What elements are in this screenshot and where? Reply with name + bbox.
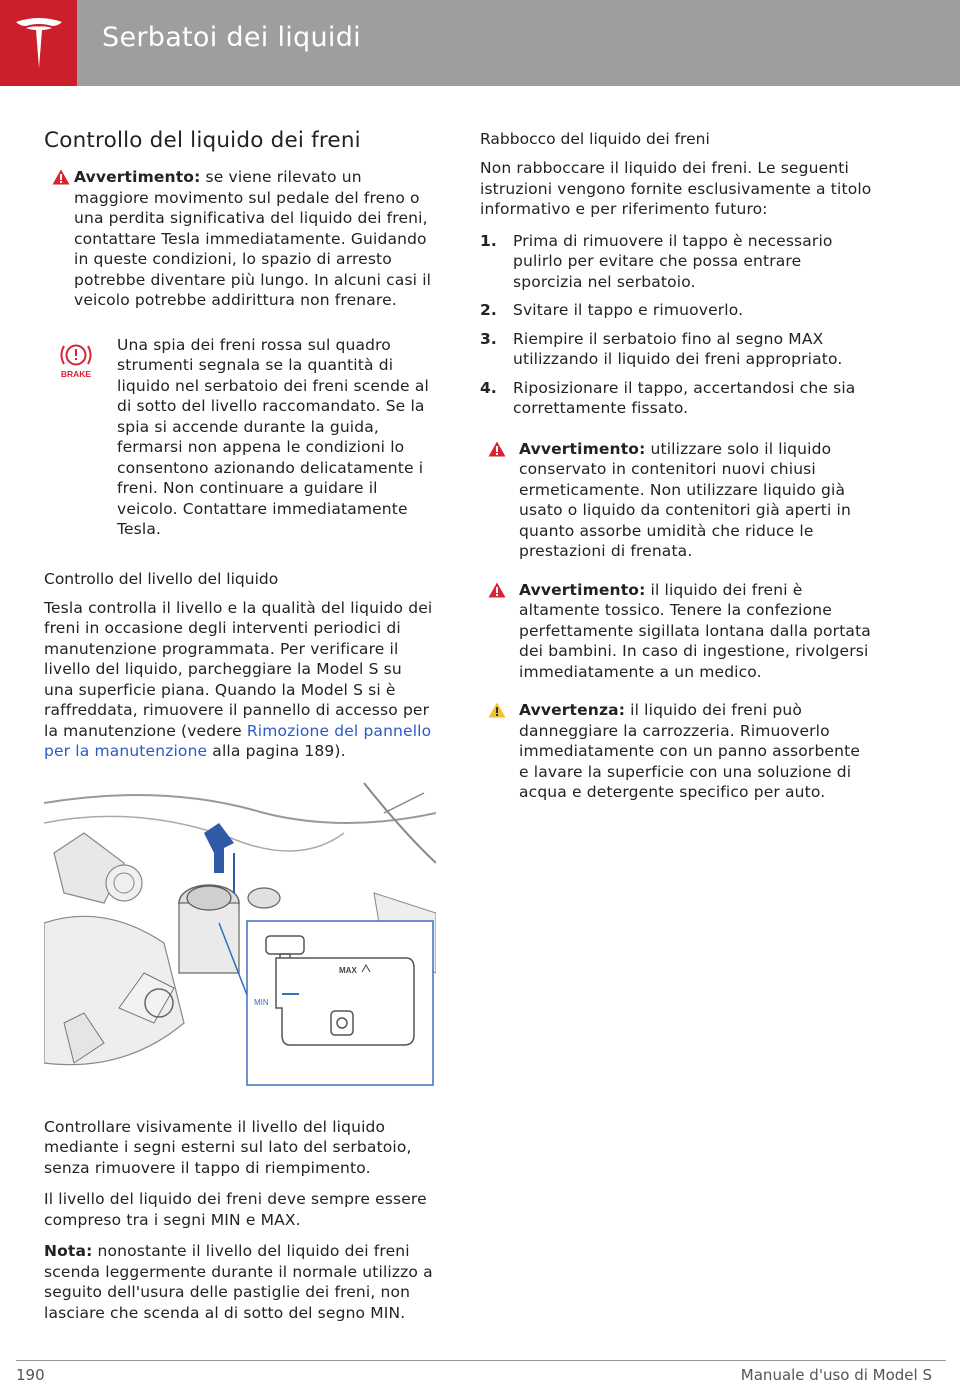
brake-note-text: Una spia dei freni rossa sul quadro strumenti segnala se la quantità di liquido nel serbatoio dei freni scende al di sotto del livello raccomandato. Se la spia si accende durante la guida, fermarsi non appena le condizioni lo consentono azionando delicatamente i freni. Non continuare a guidare il veicolo. Contattare immediatamente Tesla. (117, 335, 429, 538)
tesla-logo-icon (14, 16, 64, 70)
left-column (44, 128, 436, 1334)
min-max-paragraph: Il livello del liquido dei freni deve sempre essere compreso tra i segni MIN e MAX. (44, 1190, 427, 1229)
warning-block: Avvertimento: utilizzare solo il liquido conservato in contenitori nuovi chiusi ermeticamente. Non utilizzare liquido già usato o liquido da contenitori già aperti in quanto assorbe umidità che riduce le prestazioni di frenata. (480, 439, 872, 562)
tesla-logo (0, 0, 77, 86)
fluid-level-paragraph: Tesla controlla il livello e la qualità del liquido dei freni in occasione degli interventi periodici di manutenzione programmata. Per verificare il livello del liquido, parcheggiare la Model S su una superficie piana. Quando la Model S si è raffreddata, rimuovere il pannello di accesso per la manutenzione (vedere Rimozione del pannello per la manutenzione alla pagina 189). (44, 598, 433, 760)
max-mark-label: MAX (339, 965, 357, 975)
service-panel-link[interactable]: Rimozione del pannello per la manutenzione (44, 721, 432, 760)
brake-fluid-check-heading: Controllo del liquido dei freni (44, 128, 361, 153)
manual-title: Manuale d'uso di Model S (740, 1366, 932, 1384)
warning-text: se viene rilevato un maggiore movimento sul pedale del freno o una perdita significativa del liquido dei freni, contattare Tesla immediatamente. Guidando in queste condizioni, lo spazio di arresto potrebbe diventare più lungo. In alcuni casi il veicolo potrebbe addirittura non frenare. (74, 168, 432, 309)
note-label: Nota: (44, 1242, 93, 1260)
section-title: Serbatoi dei liquidi (102, 22, 361, 53)
warning-block: Avvertimento: il liquido dei freni è altamente tossico. Tenere la confezione perfettamente sigillata lontana dalla portata dei bambini. In caso di ingestione, rivolgersi immediatamente a un medico. (480, 580, 872, 683)
page-number: 190 (16, 1366, 45, 1384)
caution-triangle-icon (488, 702, 506, 718)
warning-label: Avvertimento: (74, 168, 201, 186)
brake-warning-icon (56, 341, 96, 385)
min-mark-label: MIN (254, 997, 269, 1007)
right-column (480, 130, 872, 821)
brake-icon-label: BRAKE (60, 368, 92, 379)
step-item: 3. Riempire il serbatoio fino al segno MAX utilizzando il liquido dei freni appropriato. (480, 329, 843, 368)
caution-block: Avvertenza: il liquido dei freni può danneggiare la carrozzeria. Rimuoverlo immediatamente con un panno assorbente e lavare la superficie con una soluzione di acqua e detergente specifico per auto. (480, 700, 872, 803)
warning-block (44, 167, 436, 311)
brake-reservoir-illustration (44, 773, 436, 1095)
page-header (0, 0, 960, 86)
warning-triangle-icon (488, 441, 506, 457)
step-item: 1. Prima di rimuovere il tappo è necessario pulirlo per evitare che possa entrare sporcizia nel serbatoio. (480, 231, 833, 291)
fluid-level-subheading: Controllo del livello del liquido (44, 569, 279, 588)
step-item: 2. Svitare il tappo e rimuoverlo. (480, 301, 744, 319)
footer-divider (16, 1360, 946, 1361)
warning-triangle-icon (52, 169, 70, 185)
note-paragraph: Nota: nonostante il livello del liquido dei freni scenda leggermente durante il normale utilizzo a seguito dell'usura delle pastiglie dei freni, non lasciare che scenda al di sotto del segno MIN. (44, 1242, 433, 1322)
topping-up-heading: Rabbocco del liquido dei freni (480, 130, 710, 148)
warning-triangle-icon (488, 582, 506, 598)
topping-up-steps (480, 231, 872, 419)
brake-indicator-note (44, 335, 436, 540)
topping-up-intro: Non rabboccare il liquido dei freni. Le seguenti istruzioni vengono fornite esclusivamente a titolo informativo e per riferimento futuro: (480, 159, 872, 218)
step-item: 4. Riposizionare il tappo, accertandosi che sia correttamente fissato. (480, 378, 856, 417)
visual-check-paragraph: Controllare visivamente il livello del liquido mediante i segni esterni sul lato del serbatoio, senza rimuovere il tappo di riempimento. (44, 1117, 412, 1177)
